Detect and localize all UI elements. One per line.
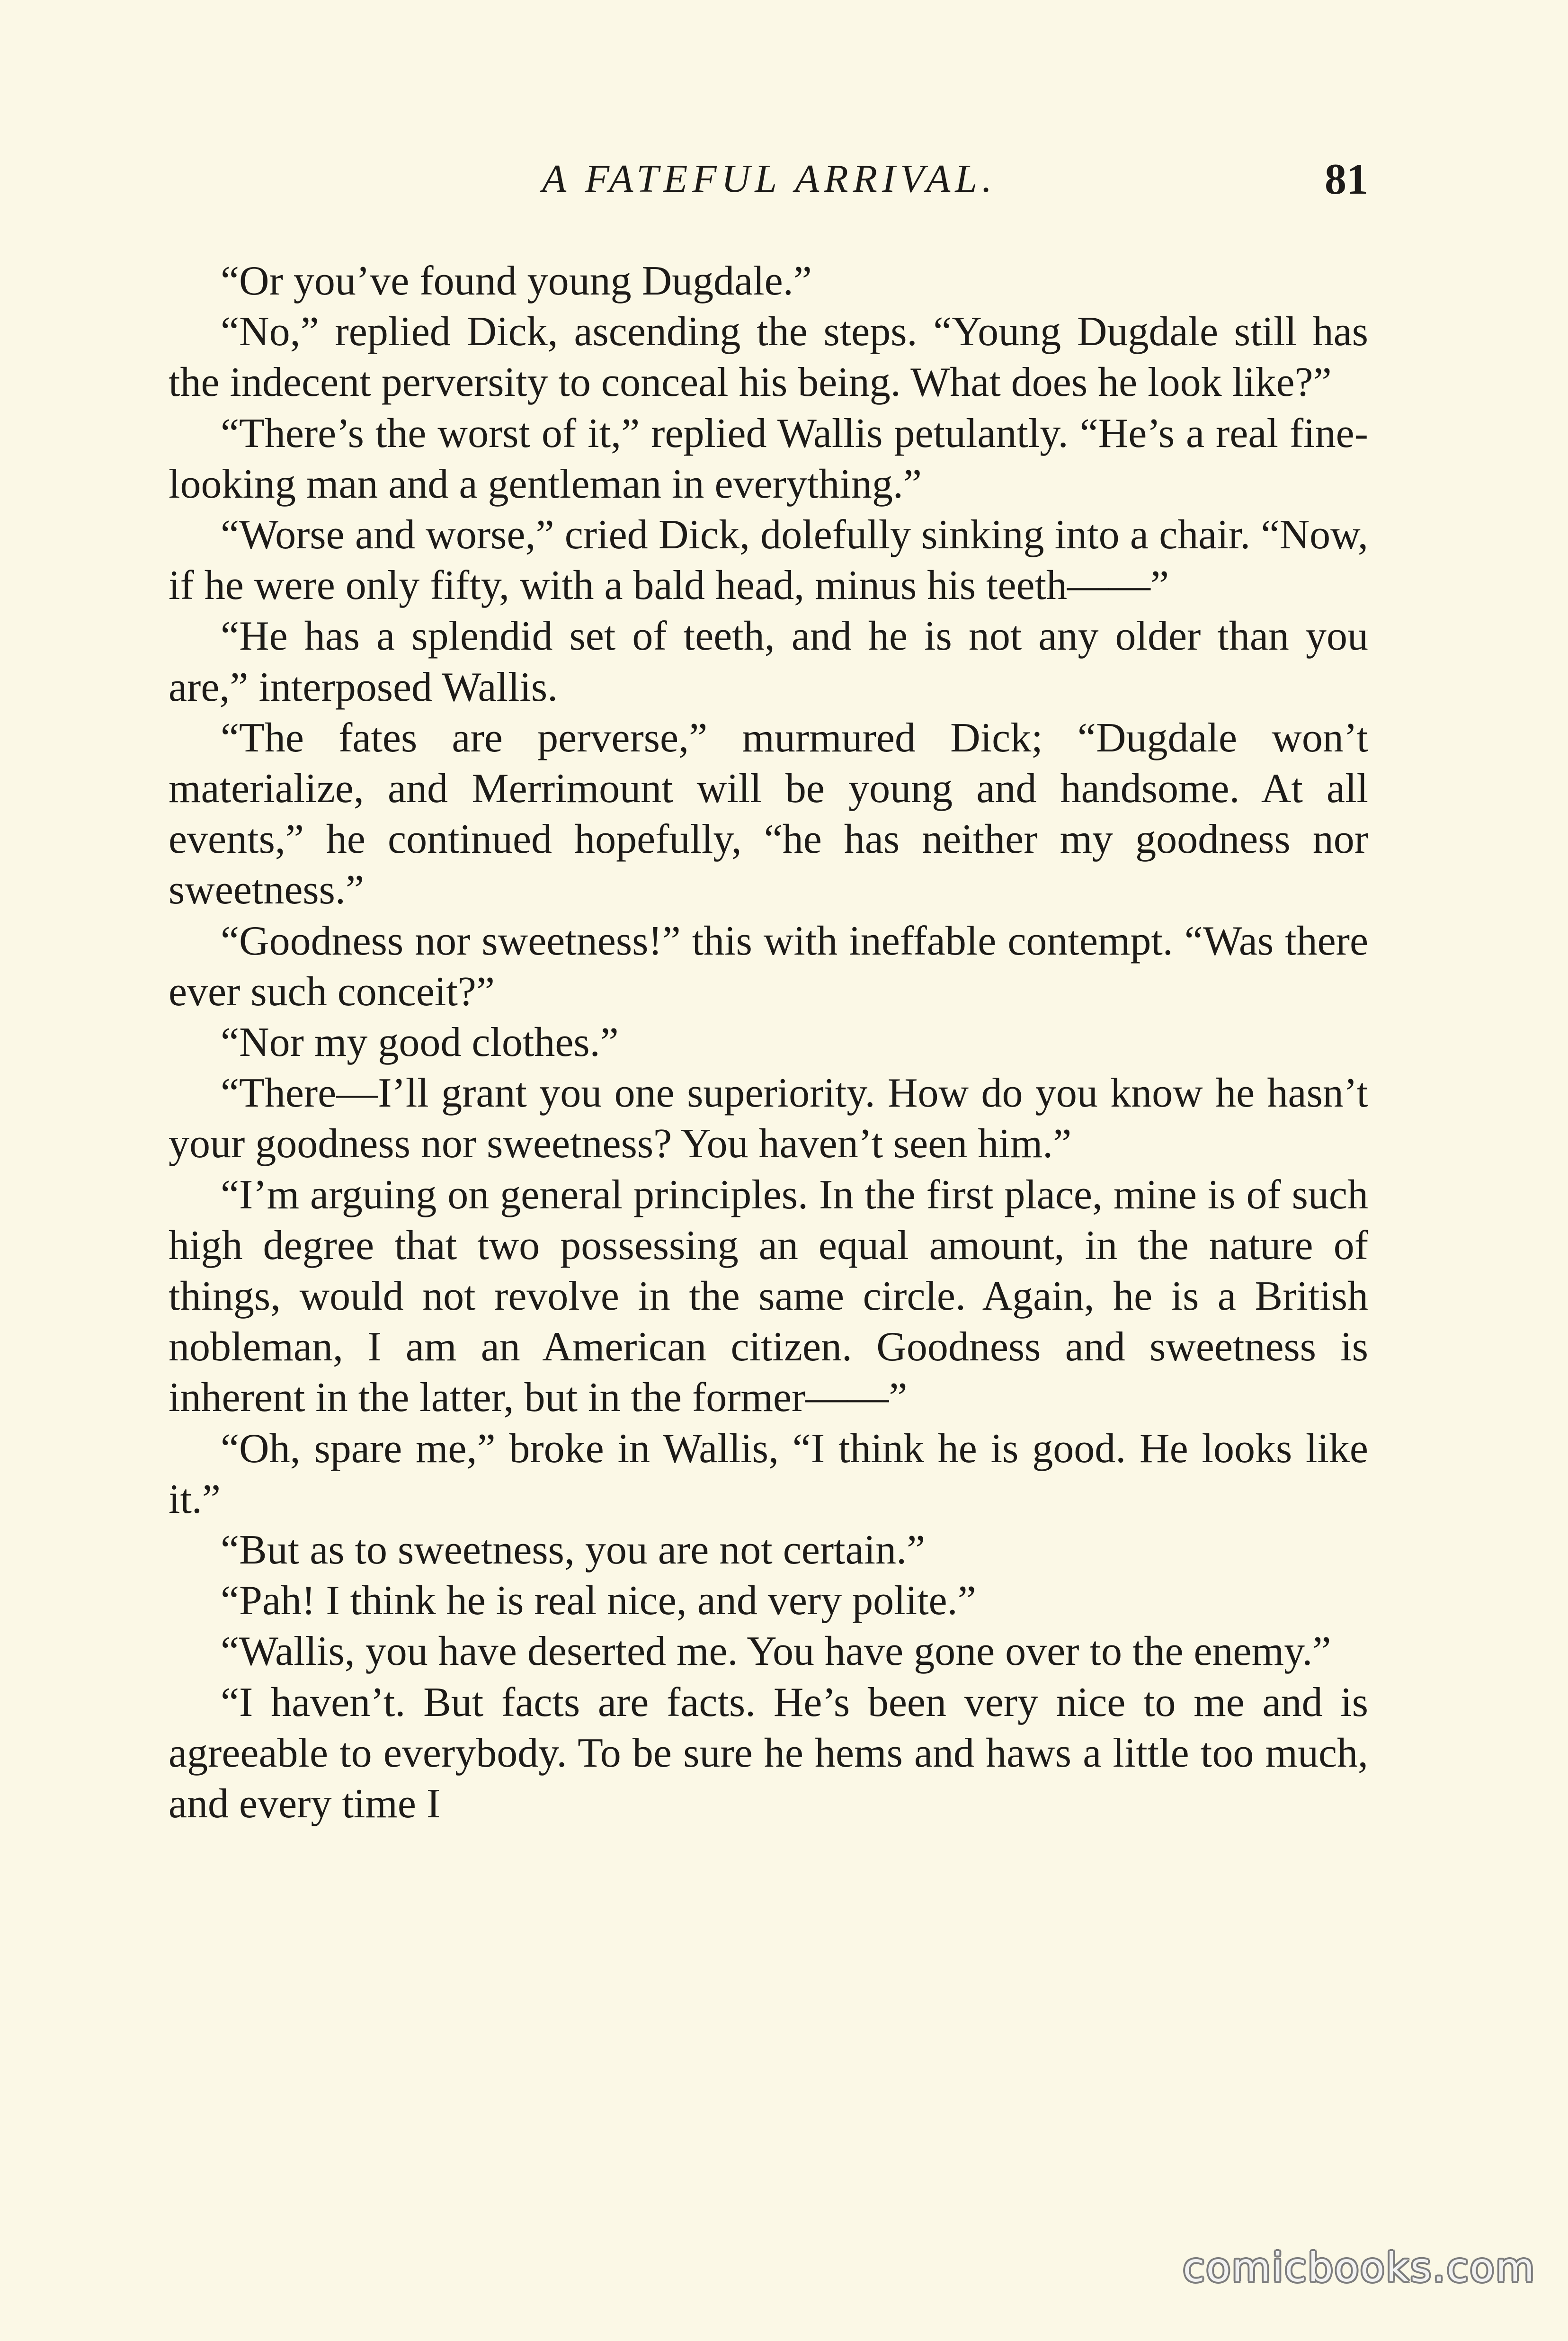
paragraph-2: “No,” replied Dick, ascending the steps. “Young Dugdale still has the indecent perversity to conceal his being. What does he look like?” [169, 309, 1368, 406]
body-text [169, 256, 1368, 1829]
paragraph-13: “Pah! I think he is real nice, and very polite.” [221, 1578, 976, 1624]
running-head [170, 151, 1368, 207]
paragraph-4: “Worse and worse,” cried Dick, dolefully sinking into a chair. “Now, if he were only fifty, with a bald head, minus his teeth——” [169, 512, 1368, 609]
paragraph-9: “There—I’ll grant you one superiority. How do you know he hasn’t your goodness nor sweetness? You haven’t seen him.” [169, 1070, 1368, 1167]
paragraph-1: “Or you’ve found young Dugdale.” [221, 258, 812, 304]
paragraph-12: “But as to sweetness, you are not certain.” [221, 1527, 926, 1573]
paragraph-6: “The fates are perverse,” murmured Dick; “Dugdale won’t materialize, and Merrimount will be young and handsome. At all events,” he continued hopefully, “he has neither my goodness nor sweetness.” [169, 715, 1368, 913]
paragraph-5: “He has a splendid set of teeth, and he is not any older than you are,” interposed Wallis. [169, 613, 1368, 710]
page-number: 81 [1325, 155, 1368, 203]
paragraph-15: “I haven’t. But facts are facts. He’s been very nice to me and is agreeable to everybody. To be sure he hems and haws a little too much, and every time I [169, 1679, 1368, 1827]
paragraph-14: “Wallis, you have deserted me. You have gone over to the enemy.” [221, 1628, 1331, 1675]
paragraph-10: “I’m arguing on general principles. In the first place, mine is of such high degree that two possessing an equal amount, in the nature of things, would not revolve in the same circle. Again, he is a British nobleman, I am an American citizen. Goodness and sweetness is inherent in the latter, but in the former——” [169, 1171, 1368, 1421]
paragraph-3: “There’s the worst of it,” replied Wallis petulantly. “He’s a real fine-looking man and a gentleman in everything.” [169, 410, 1368, 507]
watermark: comicbooks.com [1183, 2244, 1536, 2291]
paragraph-8: “Nor my good clothes.” [221, 1019, 619, 1066]
paragraph-7: “Goodness nor sweetness!” this with ineffable contempt. “Was there ever such conceit?” [169, 918, 1368, 1015]
paragraph-11: “Oh, spare me,” broke in Wallis, “I think he is good. He looks like it.” [169, 1425, 1368, 1522]
running-title: A FATEFUL ARRIVAL. [542, 157, 997, 201]
